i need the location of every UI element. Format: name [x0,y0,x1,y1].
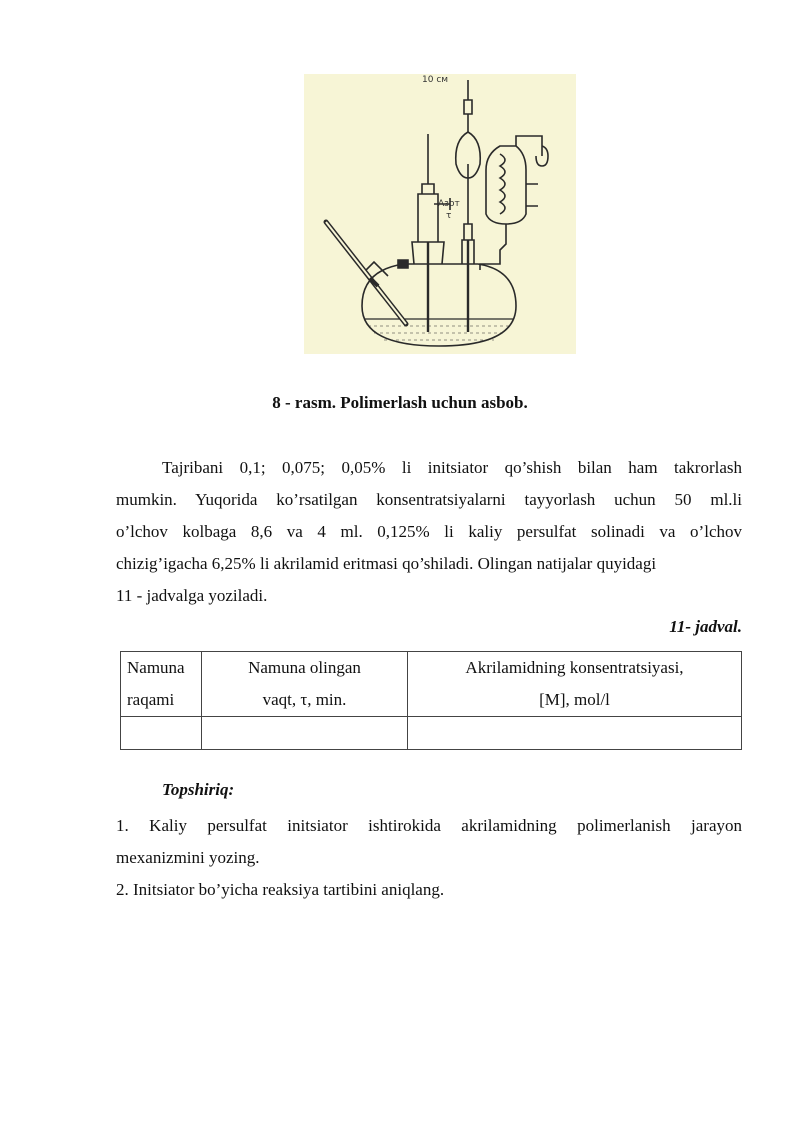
task-list [116,810,742,906]
table-cell [408,717,742,750]
table-cell [202,717,408,750]
header-cell-time [202,652,408,717]
table-title: 11- jadval. [669,617,742,636]
header-cell-sample-number [121,652,202,717]
paragraph-line: chizig’igacha 6,25% li akrilamid eritmasi qo’shiladi. Olingan natijalar quyidagi [116,554,657,573]
task-line: mexanizmini yozing. [116,848,260,867]
header-line: Akrilamidning konsentratsiyasi, [465,658,684,677]
figure-label-top: 10 см [422,75,449,85]
header-cell-concentration [408,652,742,717]
table-cell [121,717,202,750]
polymerization-apparatus-drawing [304,74,576,354]
task-line: 2. Initsiator bo’yicha reaksiya tartibini aniqlang. [116,880,445,899]
task-title: Topshiriq: [162,780,235,799]
table-row [121,717,742,750]
figure-label-middle: Азот [438,199,460,209]
figure-caption: 8 - rasm. Polimerlash uchun asbob. [272,393,528,412]
paragraph-line: o’lchov kolbaga 8,6 va 4 ml. 0,125% li kaliy persulfat solinadi va o’lchov [116,522,742,541]
header-line: raqami [127,690,175,709]
task-line: 1. Kaliy persulfat initsiator ishtirokida akrilamidning polimerlanish jarayon [116,816,742,835]
table-header-row [121,652,742,717]
paragraph-line: mumkin. Yuqorida ko’rsatilgan konsentratsiyalarni tayyorlash uchun 50 ml.li [116,490,742,509]
figure-label-valve: τ [446,211,452,221]
header-line: vaqt, τ, min. [262,690,347,709]
data-table [120,651,742,750]
apparatus-figure [304,74,576,354]
header-line: Namuna olingan [248,658,361,677]
body-paragraph [116,452,742,612]
paragraph-line: 11 - jadvalga yoziladi. [116,586,268,605]
paragraph-line: Tajribani 0,1; 0,075; 0,05% li initsiator qo’shish bilan ham takrorlash [162,458,742,477]
header-line: [M], mol/l [539,690,610,709]
header-line: Namuna [127,658,185,677]
